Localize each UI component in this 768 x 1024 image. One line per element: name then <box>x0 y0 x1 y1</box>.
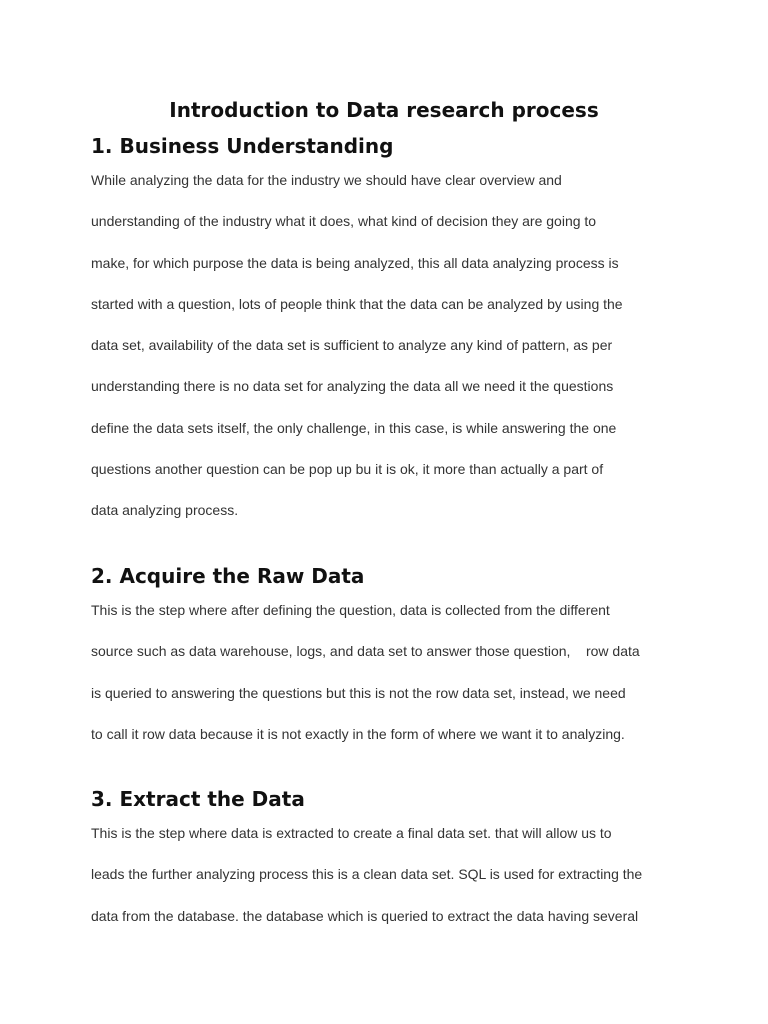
paragraph-line: understanding there is no data set for analyzing the data all we need it the questions <box>91 378 614 395</box>
section-heading: 3. Extract the Data <box>91 787 305 811</box>
section-body <box>91 160 691 532</box>
section-extract-data <box>91 784 691 937</box>
section-body <box>91 813 691 937</box>
section-heading: 1. Business Understanding <box>91 134 394 158</box>
paragraph-line: started with a question, lots of people think that the data can be analyzed by using the <box>91 295 623 312</box>
section-business-understanding <box>91 131 691 532</box>
paragraph-line: define the data sets itself, the only challenge, in this case, is while answering the one <box>91 419 617 436</box>
section-body <box>91 590 691 755</box>
section-acquire-raw-data <box>91 561 691 755</box>
paragraph-line: This is the step where after defining the question, data is collected from the different <box>91 602 610 618</box>
paragraph-line: make, for which purpose the data is being analyzed, this all data analyzing process is <box>91 254 619 271</box>
paragraph-line: data set, availability of the data set is sufficient to analyze any kind of pattern, as per <box>91 337 613 354</box>
paragraph-line: understanding of the industry what it does, what kind of decision they are going to <box>91 213 597 230</box>
paragraph-line: leads the further analyzing process this is a clean data set. SQL is used for extracting the <box>91 866 643 883</box>
paragraph-line: data analyzing process. <box>91 502 239 519</box>
paragraph-line: is queried to answering the questions but this is not the row data set, instead, we need <box>91 684 626 701</box>
paragraph-line: While analyzing the data for the industry we should have clear overview and <box>91 172 562 188</box>
document-title: Introduction to Data research process <box>169 98 599 122</box>
paragraph-line: data from the database. the database which is queried to extract the data having several <box>91 907 639 924</box>
paragraph-line: to call it row data because it is not exactly in the form of where we want it to analyzing. <box>91 725 625 742</box>
paragraph-line: questions another question can be pop up bu it is ok, it more than actually a part of <box>91 461 604 478</box>
paragraph-line: source such as data warehouse, logs, and data set to answer those question, row data <box>91 643 640 660</box>
paragraph-line: This is the step where data is extracted to create a final data set. that will allow us to <box>91 825 612 841</box>
section-heading: 2. Acquire the Raw Data <box>91 564 365 588</box>
